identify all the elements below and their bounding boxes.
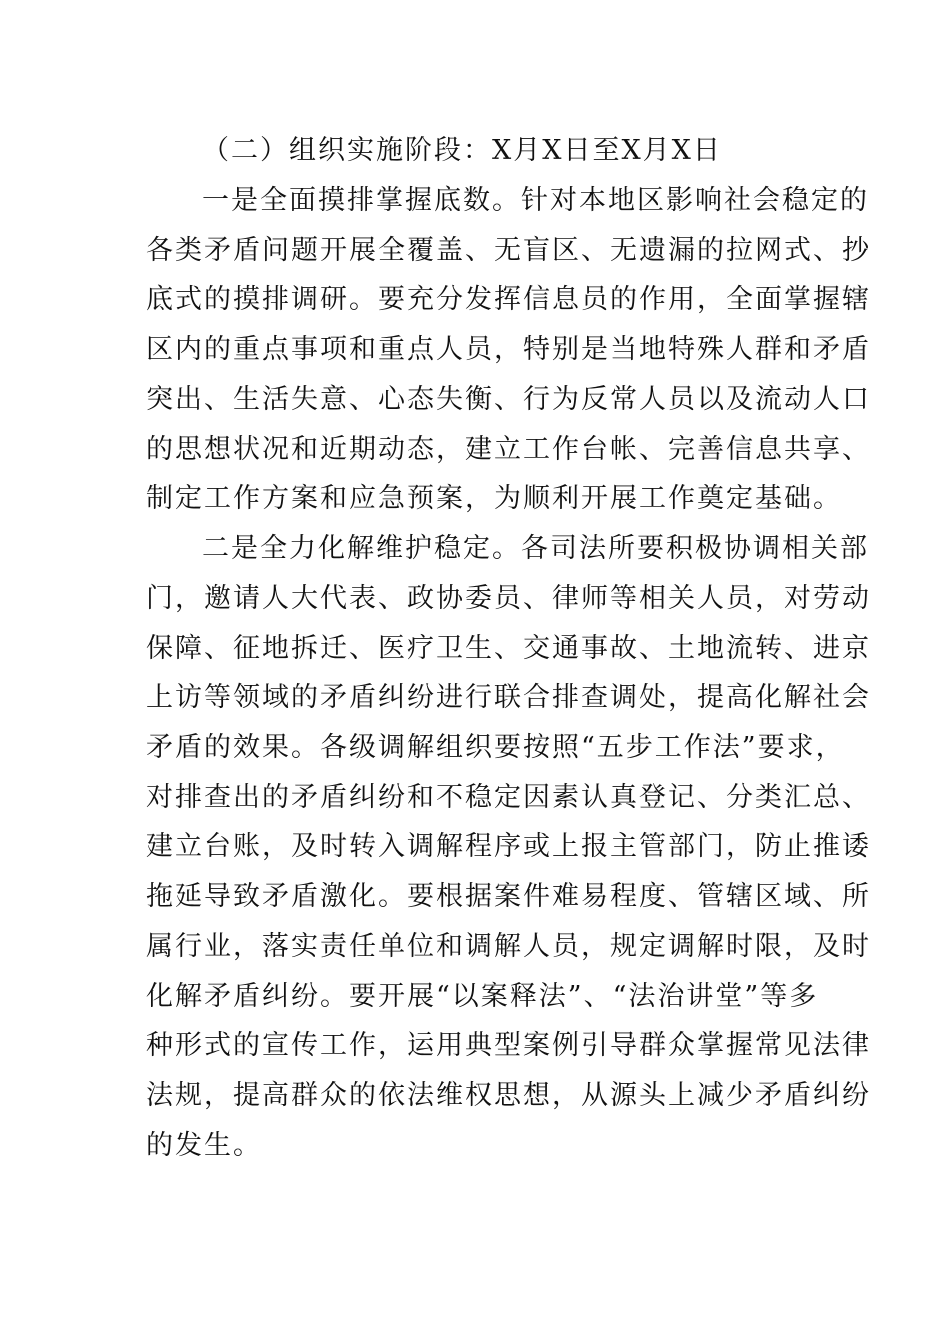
paragraph-2-line: 的发生。 [146,1130,262,1161]
paragraph-2-line: 拖延导致矛盾激化。要根据案件难易程度、管辖区域、所 [146,881,871,912]
paragraph-1-line: 一是全面摸排掌握底数。针对本地区影响社会稳定的 [202,185,869,216]
paragraph-2-line: 二是全力化解维护稳定。各司法所要积极协调相关部 [202,533,869,564]
paragraph-1-line: 突出、生活失意、心态失衡、行为反常人员以及流动人口 [146,384,871,415]
paragraph-2-line: 化解矛盾纠纷。要开展“以案释法”、“法治讲堂”等多 [146,981,819,1012]
paragraph-2-line: 矛盾的效果。各级调解组织要按照“五步工作法”要求， [146,732,845,763]
paragraph-2-line: 保障、征地拆迁、医疗卫生、交通事故、土地流转、进京 [146,633,871,664]
paragraph-1-line: 底式的摸排调研。要充分发挥信息员的作用，全面掌握辖 [146,284,871,315]
paragraph-2-line: 种形式的宣传工作，运用典型案例引导群众掌握常见法律 [146,1030,871,1061]
paragraph-1-line: 制定工作方案和应急预案，为顺利开展工作奠定基础。 [146,483,842,514]
paragraph-2-line: 建立台账，及时转入调解程序或上报主管部门，防止推诿 [146,831,871,862]
paragraph-2-line: 对排查出的矛盾纠纷和不稳定因素认真登记、分类汇总、 [146,782,871,813]
paragraph-1-line: 的思想状况和近期动态，建立工作台帐、完善信息共享、 [146,434,871,465]
paragraph-2-line: 属行业，落实责任单位和调解人员，规定调解时限，及时 [146,931,871,962]
section-heading: （二）组织实施阶段：X月X日至X月X日 [202,135,722,166]
paragraph-2-line: 法规，提高群众的依法维权思想，从源头上减少矛盾纠纷 [146,1080,871,1111]
paragraph-1-line: 各类矛盾问题开展全覆盖、无盲区、无遗漏的拉网式、抄 [146,235,871,266]
paragraph-2-line: 门，邀请人大代表、政协委员、律师等相关人员，对劳动 [146,583,871,614]
paragraph-2-line: 上访等领域的矛盾纠纷进行联合排查调处，提高化解社会 [146,682,871,713]
paragraph-1-line: 区内的重点事项和重点人员，特别是当地特殊人群和矛盾 [146,334,871,365]
